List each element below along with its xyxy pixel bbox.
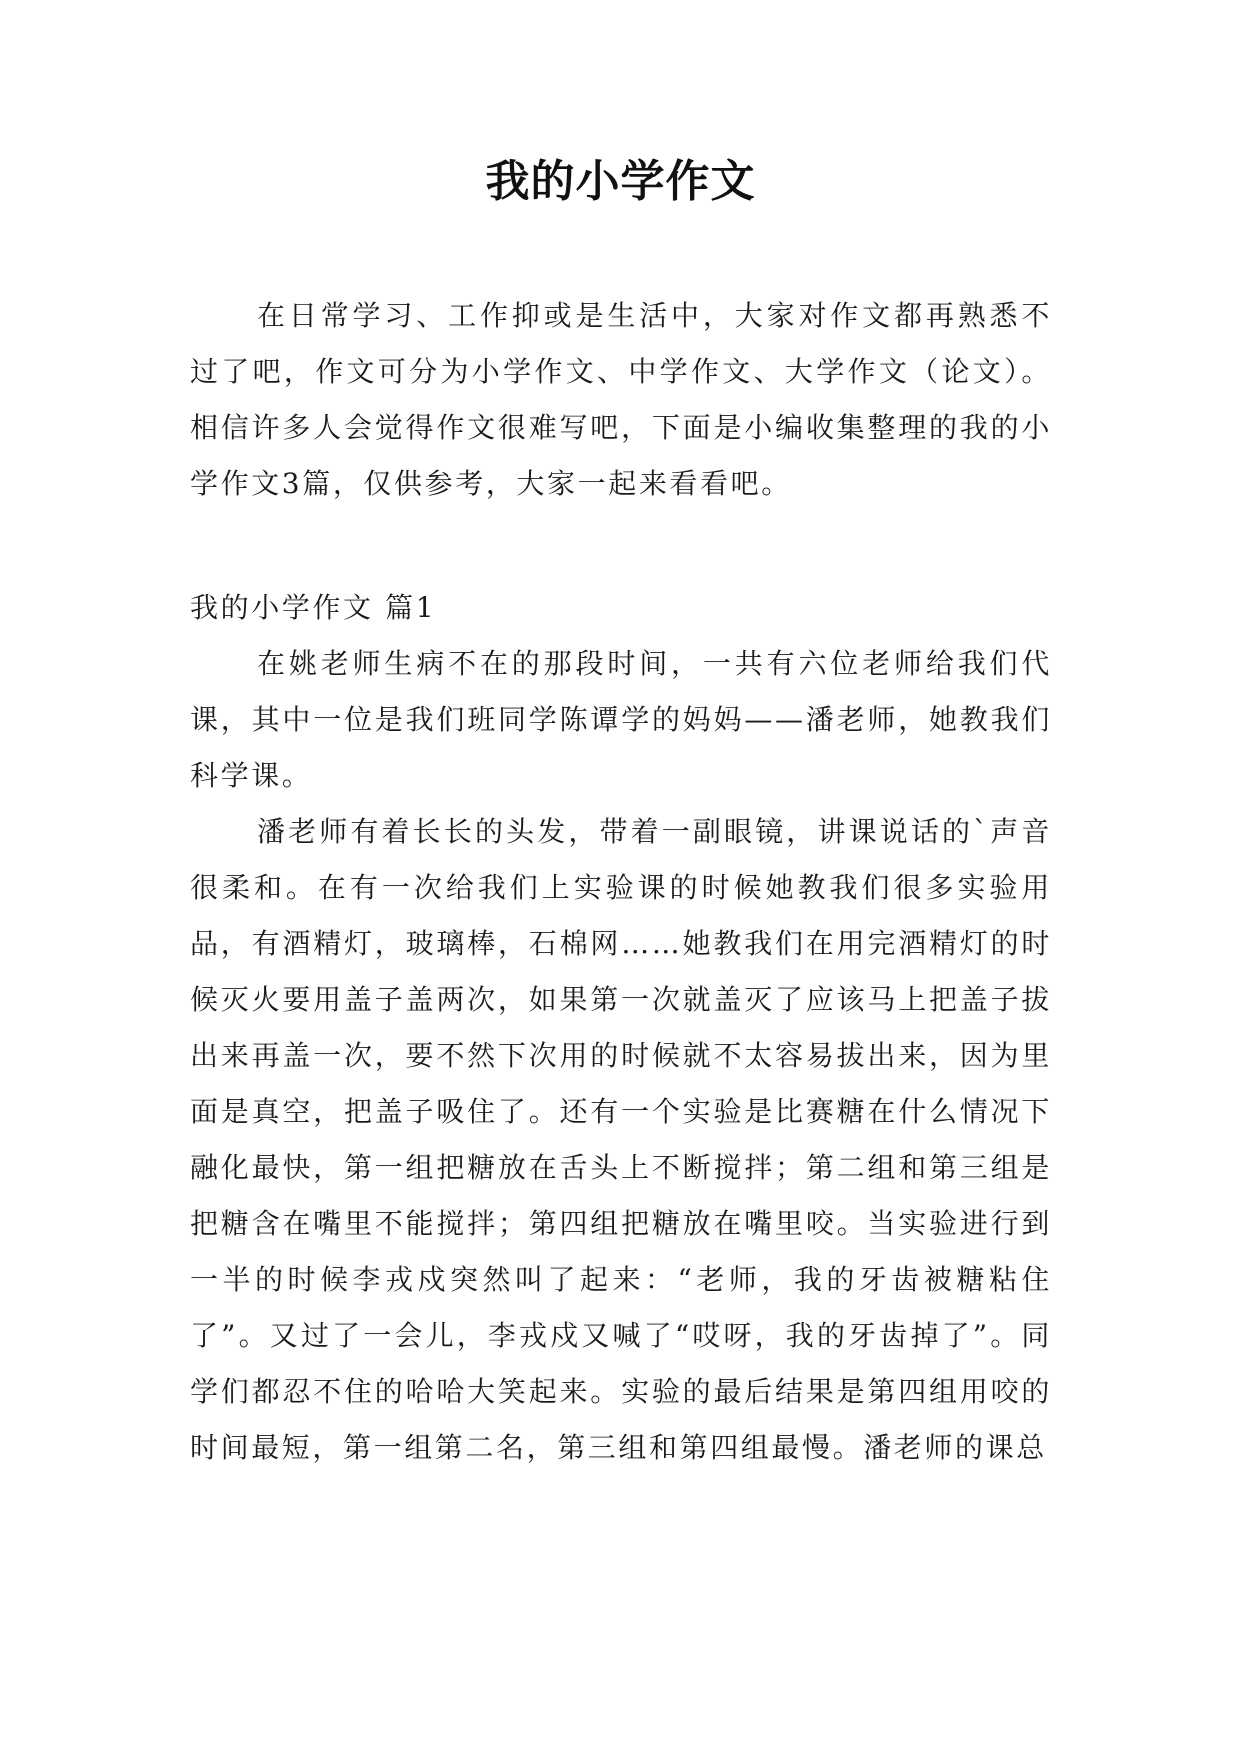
body-paragraph-2: 潘老师有着长长的头发，带着一副眼镜，讲课说话的`声音很柔和。在有一次给我们上实验课的时候她教我们很多实验用品，有酒精灯，玻璃棒，石棉网……她教我们在用完酒精灯的时候灭火要用盖子盖两次，如果第一次就盖灭了应该马上把盖子拔出来再盖一次，要不然下次用的时候就不太容易拔出来，因为里面是真空，把盖子吸住了。还有一个实验是比赛糖在什么情况下融化最快，第一组把糖放在舌头上不断搅拌；第二组和第三组是把糖含在嘴里不能搅拌；第四组把糖放在嘴里咬。当实验进行到一半的时候李戎戍突然叫了起来：“老师，我的牙齿被糖粘住了”。又过了一会儿，李戎戍又喊了“哎呀，我的牙齿掉了”。同学们都忍不住的哈哈大笑起来。实验的最后结果是第四组用咬的时间最短，第一组第二名，第三组和第四组最慢。潘老师的课总	[190, 815, 1052, 1464]
document-title: 我的小学作文	[485, 156, 756, 207]
section-heading: 我的小学作文 篇1	[190, 591, 437, 624]
intro-paragraph: 在日常学习、工作抑或是生活中，大家对作文都再熟悉不过了吧，作文可分为小学作文、中学作文、大学作文（论文）。相信许多人会觉得作文很难写吧，下面是小编收集整理的我的小学作文3篇，仅供参考，大家一起来看看吧。	[190, 299, 1052, 500]
body-paragraph-1: 在姚老师生病不在的那段时间，一共有六位老师给我们代课，其中一位是我们班同学陈谭学的妈妈——潘老师，她教我们科学课。	[190, 647, 1052, 792]
